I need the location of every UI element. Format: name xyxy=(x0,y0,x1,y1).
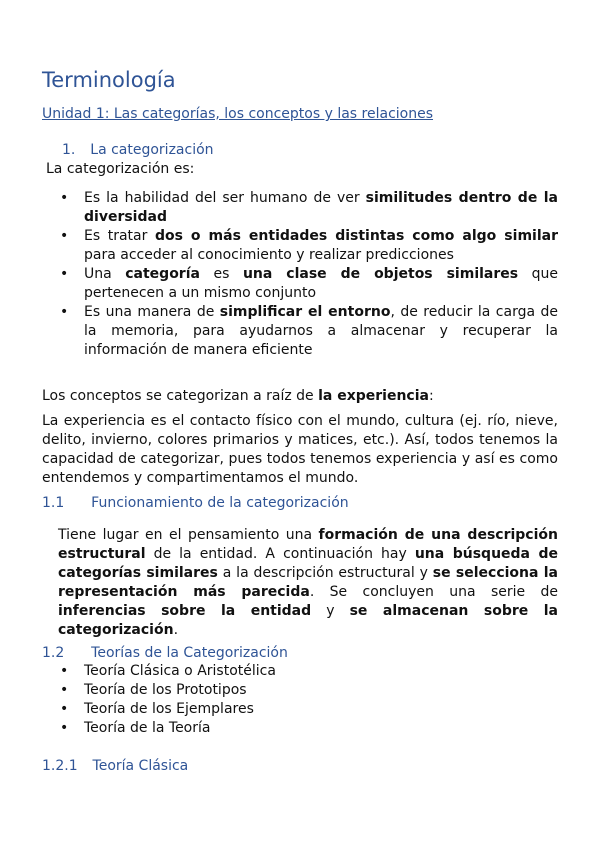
theories-list xyxy=(60,662,540,738)
section11-paragraph xyxy=(58,526,558,640)
section121-number: 1.2.1 xyxy=(42,758,78,774)
section1-bullet xyxy=(60,227,558,265)
section12-heading xyxy=(42,645,288,661)
text-run: Es tratar xyxy=(84,228,155,244)
bullet-dot-icon: • xyxy=(60,720,69,736)
section1-bullet xyxy=(60,265,558,303)
text-run: que pertenecen a un mismo conjunto xyxy=(84,266,558,301)
section1-title: La categorización xyxy=(90,142,214,158)
unit-heading: Unidad 1: Las categorías, los conceptos y las relaciones xyxy=(42,106,434,122)
section1-bullet xyxy=(60,189,558,227)
bullet-dot-icon: • xyxy=(60,228,69,244)
text-run: de la entidad. A continuación hay xyxy=(145,546,415,562)
text-run: Es la habilidad del ser humano de ver xyxy=(84,190,366,206)
text-run: Una xyxy=(84,266,126,282)
theory-item: • Teoría de los Ejemplares xyxy=(60,701,254,717)
bullet-dot-icon: • xyxy=(60,304,69,320)
theory-item: • Teoría de los Prototipos xyxy=(60,682,247,698)
text-run: a la descripción estructural y xyxy=(217,565,433,581)
document-title: Terminología xyxy=(42,68,176,92)
section121-heading xyxy=(42,758,188,774)
text-run: , de reducir la carga de la memoria, para ayudarnos a almacenar y recuperar la información de manera eficiente xyxy=(84,304,558,358)
bold-text-run: una búsqueda de categorías similares xyxy=(58,546,559,581)
bold-text-run: inferencias sobre la entidad xyxy=(58,603,312,619)
text-run: para acceder al conocimiento y realizar predicciones xyxy=(84,247,454,263)
bullet-dot-icon: • xyxy=(60,663,69,679)
section11-number: 1.1 xyxy=(42,495,65,511)
section1-bullet xyxy=(60,303,558,360)
text-run: y xyxy=(311,603,350,619)
bold-text-run: similitudes dentro de la diversidad xyxy=(84,190,558,225)
section12-number: 1.2 xyxy=(42,645,65,661)
bold-text-run: la experiencia xyxy=(318,388,429,404)
theory-item: • Teoría de la Teoría xyxy=(60,720,211,736)
concepts-line xyxy=(42,387,562,406)
bullet-dot-icon: • xyxy=(60,701,69,717)
section11-title: Funcionamiento de la categorización xyxy=(91,495,349,511)
text-run: Es una manera de xyxy=(84,304,220,320)
bullet-dot-icon: • xyxy=(60,266,69,282)
text-run: es xyxy=(199,266,243,282)
bold-text-run: simplificar el entorno xyxy=(219,304,391,320)
bullet-dot-icon: • xyxy=(60,190,69,206)
experience-paragraph: La experiencia es el contacto físico con el mundo, cultura (ej. río, nieve, delito, invierno, colores primarios y matices, etc.). Así, todos tenemos la capacidad de categorizar, pues todos tenemos experiencia y así es como entendemos y compartimentamos el mundo. xyxy=(42,413,558,486)
section1-heading xyxy=(62,142,214,158)
text-run: : xyxy=(428,388,434,404)
bold-text-run: una clase de objetos similares xyxy=(242,266,519,282)
bold-text-run: se selecciona la representación más parecida xyxy=(58,565,558,600)
text-run: Tiene lugar en el pensamiento una xyxy=(58,527,319,543)
theory-item: • Teoría Clásica o Aristotélica xyxy=(60,663,276,679)
section1-bullet-list xyxy=(60,189,558,360)
bold-text-run: dos o más entidades distintas como algo similar xyxy=(154,228,558,244)
bullet-dot-icon: • xyxy=(60,682,69,698)
section121-title: Teoría Clásica xyxy=(92,758,189,774)
section1-number: 1. xyxy=(62,142,76,158)
text-run: Los conceptos se categorizan a raíz de xyxy=(42,388,319,404)
bold-text-run: categoría xyxy=(125,266,200,282)
section11-heading xyxy=(42,495,349,511)
text-run: . xyxy=(173,622,179,638)
text-run: . Se concluyen una serie de xyxy=(309,584,558,600)
section12-title: Teorías de la Categorización xyxy=(91,645,288,661)
bold-text-run: formación de una descripción estructural xyxy=(58,527,558,562)
bold-text-run: se almacenan sobre la categorización xyxy=(58,603,558,638)
section1-intro: La categorización es: xyxy=(46,161,195,177)
